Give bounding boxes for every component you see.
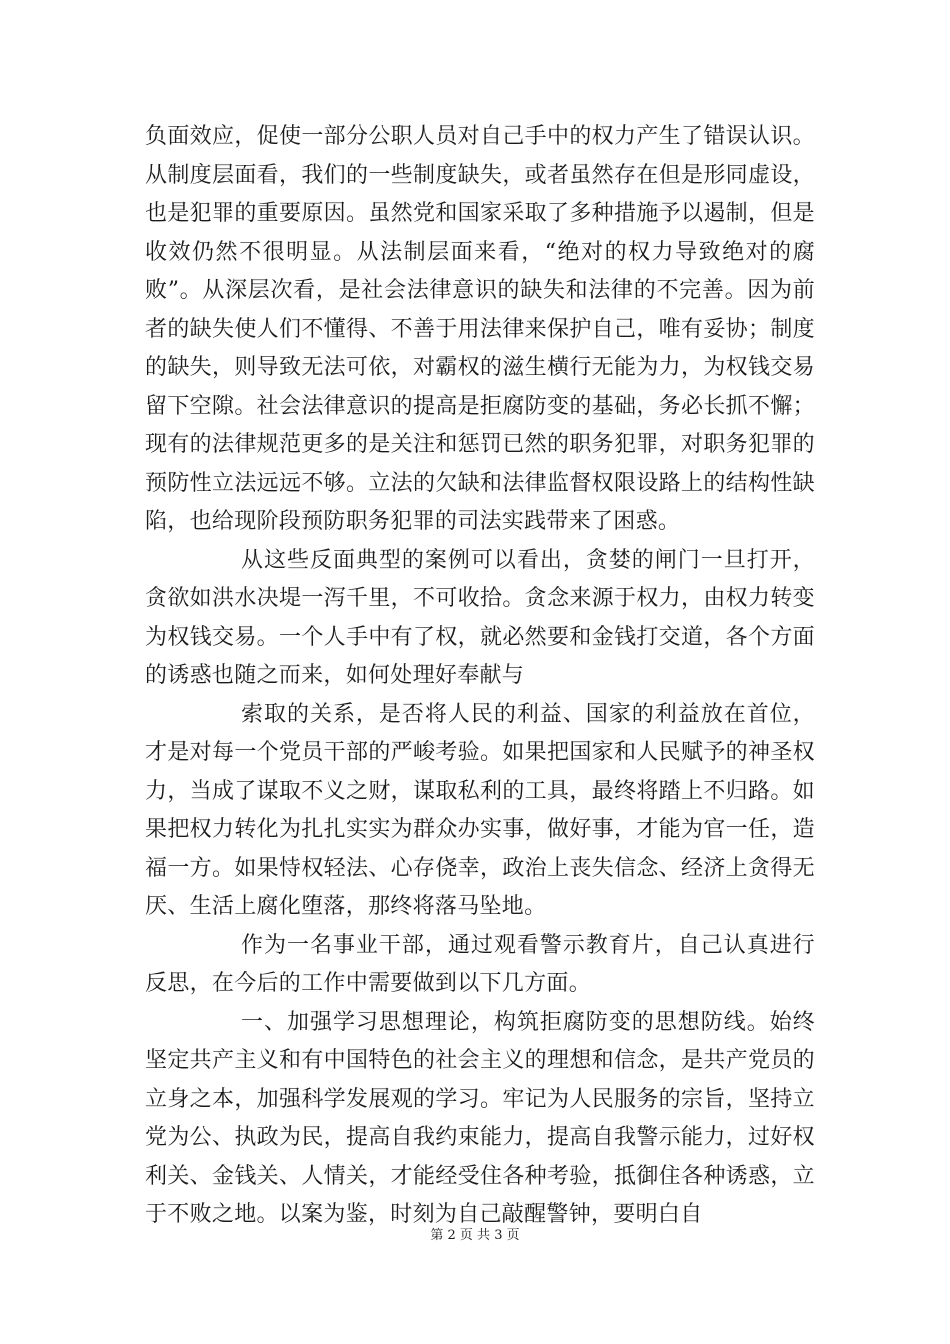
paragraph-continuation: 负面效应，促使一部分公职人员对自己手中的权力产生了错误认识。从制度层面看，我们的一些制度缺失，或者虽然存在但是形同虚设，也是犯罪的重要原因。虽然党和国家采取了多种措施予以遏制，但是收效仍然不很明显。从法制层面来看，“绝对的权力导致绝对的腐败”。从深层次看，是社会法律意识的缺失和法律的不完善。因为前者的缺失使人们不懂得、不善于用法律来保护自己，唯有妥协；制度的缺失，则导致无法可依，对霸权的滋生横行无能为力，为权钱交易留下空隙。社会法律意识的提高是拒腐防变的基础，务必长抓不懈；现有的法律规范更多的是关注和惩罚已然的职务犯罪，对职务犯罪的预防性立法远远不够。立法的欠缺和法律监督权限设路上的结构性缺陷，也给现阶段预防职务犯罪的司法实践带来了困惑。 [145,124,815,534]
page-footer [0,1227,950,1245]
paragraph-test: 索取的关系，是否将人民的利益、国家的利益放在首位，才是对每一个党员干部的严峻考验。如果把国家和人民赋予的神圣权力，当成了谋取不义之财，谋取私利的工具，最终将踏上不归路。如果把权力转化为扎扎实实为群众办实事，做好事，才能为官一任，造福一方。如果恃权轻法、心存侥幸，政治上丧失信念、经济上贪得无厌、生活上腐化堕落，那终将落马坠地。 [145,701,815,919]
paragraph-reflection: 作为一名事业干部，通过观看警示教育片，自己认真进行反思，在今后的工作中需要做到以下几方面。 [145,932,815,996]
page-number: 第 2 页 共 3 页 [430,1228,520,1243]
paragraph-cases: 从这些反面典型的案例可以看出，贪婪的闸门一旦打开，贪欲如洪水决堤一泻千里，不可收拾。贪念来源于权力，由权力转变为权钱交易。一个人手中有了权，就必然要和金钱打交道，各个方面的诱惑也随之而来，如何处理好奉献与 [145,547,815,688]
paragraph-point-one: 一、加强学习思想理论，构筑拒腐防变的思想防线。始终坚定共产主义和有中国特色的社会主义的理想和信念，是共产党员的立身之本，加强科学发展观的学习。牢记为人民服务的宗旨，坚持立党为公、执政为民，提高自我约束能力，提高自我警示能力，过好权利关、金钱关、人情关，才能经受住各种考验，抵御住各种诱惑，立于不败之地。以案为鉴，时刻为自己敲醒警钟，要明白自 [145,1009,815,1227]
document-body [145,118,815,1235]
